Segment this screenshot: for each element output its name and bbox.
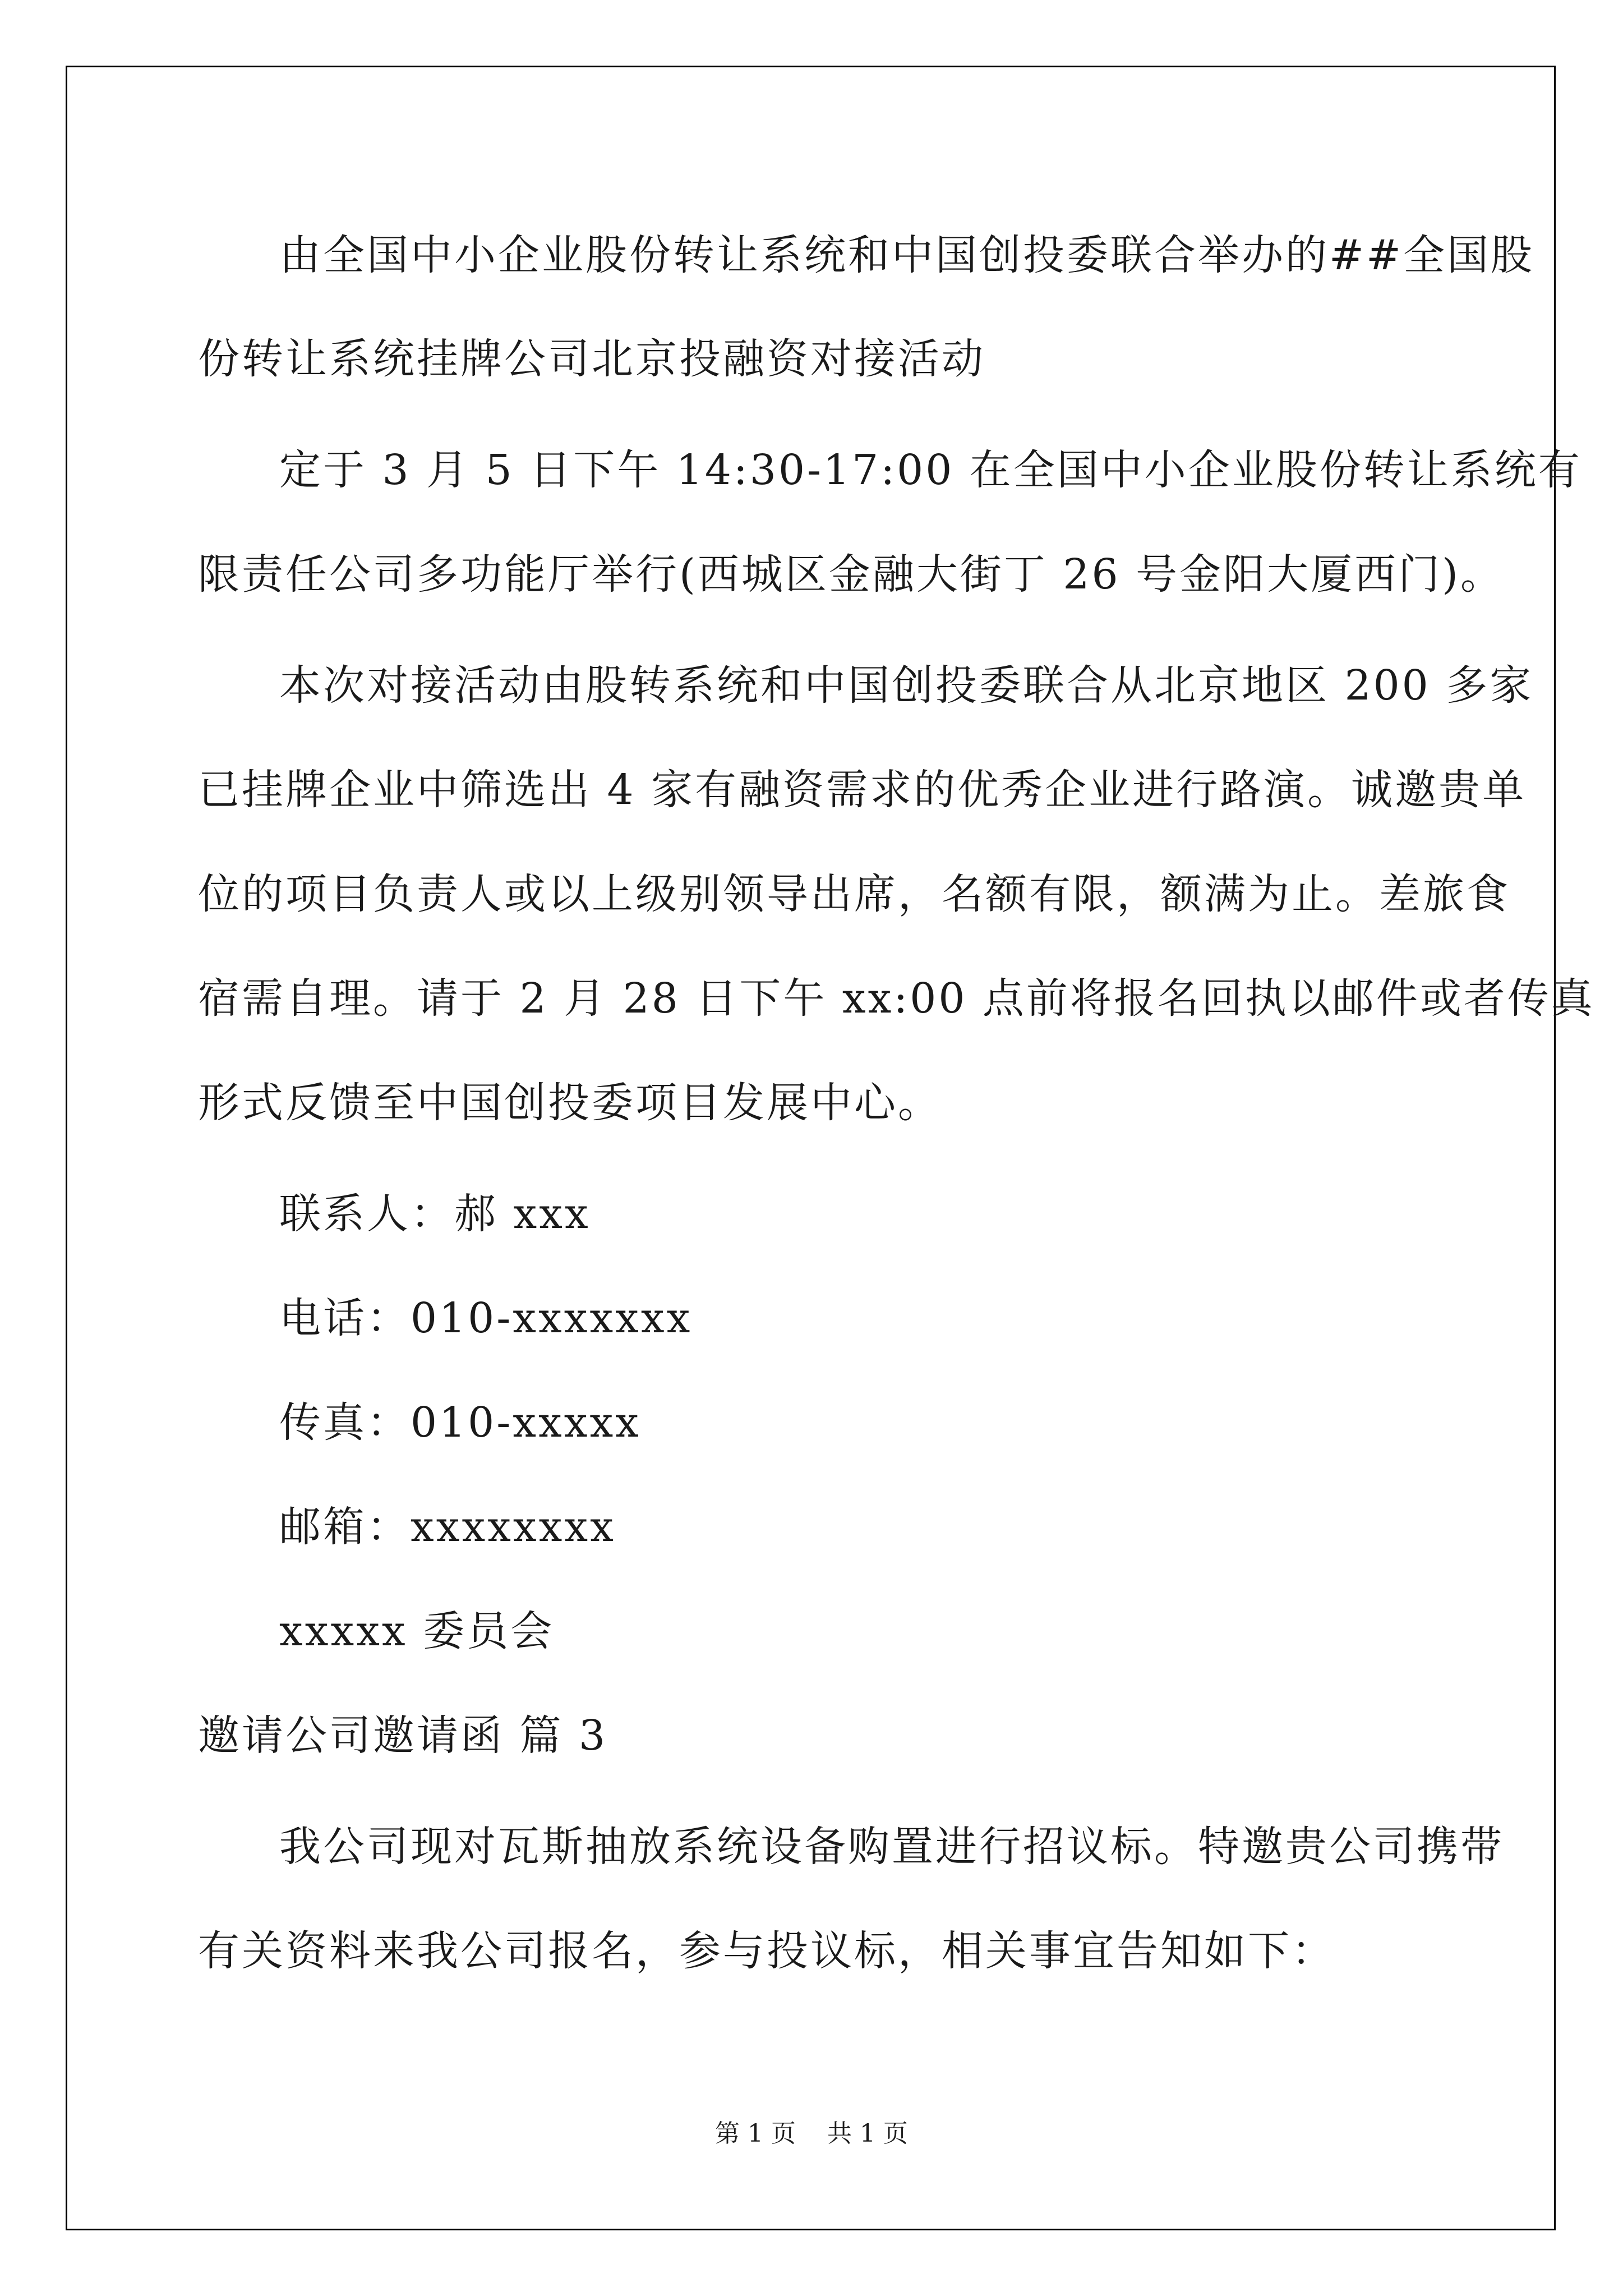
paragraph-4-line-1: 我公司现对瓦斯抽放系统设备购置进行招议标。特邀贵公司携带: [279, 1823, 1504, 1871]
paragraph-3-line-4: 宿需自理。请于 2 月 28 日下午 xx:00 点前将报名回执以邮件或者传真: [198, 974, 1595, 1023]
contact-email: 邮箱：xxxxxxxx: [279, 1503, 616, 1551]
paragraph-4-line-2: 有关资料来我公司报名，参与投议标，相关事宜告知如下：: [198, 1927, 1335, 1975]
paragraph-3-line-2: 已挂牌企业中筛选出 4 家有融资需求的优秀企业进行路演。诚邀贵单: [198, 766, 1527, 814]
contact-fax: 传真：010-xxxxx: [279, 1398, 641, 1447]
contact-person: 联系人：郝 xxx: [279, 1190, 591, 1238]
paragraph-2-line-2: 限责任公司多功能厅举行(西城区金融大街丁 26 号金阳大厦西门)。: [198, 550, 1504, 599]
committee-signature: xxxxx 委员会: [279, 1607, 555, 1655]
page-number-footer: 第 1 页 共 1 页: [715, 2119, 908, 2148]
paragraph-3-line-5: 形式反馈至中国创投委项目发展中心。: [198, 1079, 942, 1127]
section-heading: 邀请公司邀请函 篇 3: [198, 1711, 608, 1760]
contact-phone: 电话：010-xxxxxxx: [279, 1294, 693, 1342]
paragraph-3-line-1: 本次对接活动由股转系统和中国创投委联合从北京地区 200 多家: [279, 661, 1534, 710]
paragraph-2-line-1: 定于 3 月 5 日下午 14:30-17:00 在全国中小企业股份转让系统有: [279, 446, 1582, 494]
paragraph-1-line-1: 由全国中小企业股份转让系统和中国创投委联合举办的##全国股: [279, 231, 1535, 279]
page-border: [66, 66, 1556, 2230]
paragraph-1-line-2: 份转让系统挂牌公司北京投融资对接活动: [198, 335, 985, 383]
paragraph-3-line-3: 位的项目负责人或以上级别领导出席，名额有限，额满为止。差旅食: [198, 870, 1510, 918]
